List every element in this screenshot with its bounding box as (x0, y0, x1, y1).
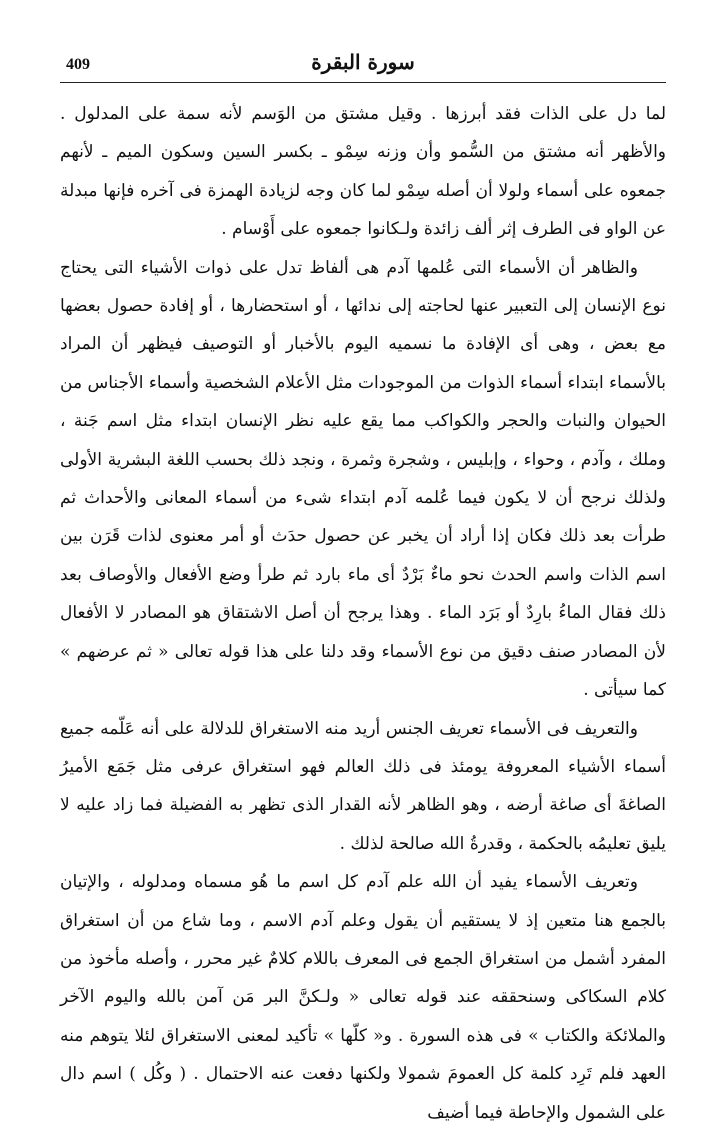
paragraph: والتعريف فى الأسماء تعريف الجنس أريد منه الاستغراق للدلالة على أنه عَلّمه جميع أسماء الأشياء المعروفة يومئذ فى ذلك العالم فهو استغراق عرفى مثل جَمَع الأميرُ الصاغةَ أى صاغة أرضه ، وهو الظاهر لأنه القدار الذى تظهر به الفضيلة فما زاد عليه لا يليق تعليمُه بالحكمة ، وقدرةُ الله صالحة لذلك . (60, 718, 666, 854)
paragraph: وتعريف الأسماء يفيد أن الله علم آدم كل اسم ما هُو مسماه ومدلوله ، والإتيان بالجمع هنا متعين إذ لا يستقيم أن يقول وعلم آدم الاسم ، وما شاع من أن استغراق المفرد أشمل من استغراق الجمع فى المعرف باللام كلامٌ غير محرر ، وأصله مأخوذ من كلام السكاكى وسنحققه عند قوله تعالى « ولـكنَّ البر مَن آمن بالله واليوم الآخر والملائكة والكتاب » فى هذه السورة . و« كلّها » تأكيد لمعنى الاستغراق لئلا يتوهم منه العهد فلم تَرِد كلمة كل العمومَ شمولا ولكنها دفعت عنه الاحتمال . ( وكُل ) اسم دال على الشمول والإحاطة فيما أضيف (60, 872, 666, 1123)
book-page (60, 40, 666, 1123)
body-text (60, 95, 666, 1132)
surah-title: سورة البقرة (311, 50, 415, 74)
page-number: 409 (66, 56, 90, 73)
page-header (60, 40, 666, 83)
paragraph: لما دل على الذات فقد أبرزها . وقيل مشتق من الوَسم لأنه سمة على المدلول . والأظهر أنه مشتق من السُّمو وأن وزنه سِمْو ـ بكسر السين وسكون الميم ـ لأنهم جمعوه على أسماء ولولا أن أصله سِمْو لما كان وجه لزيادة الهمزة فى آخره فإنها مبدلة عن الواو فى الطرف إثر ألف زائدة ولـكانوا جمعوه على أَوْسام . (60, 104, 666, 240)
paragraph: والظاهر أن الأسماء التى عُلمها آدم هى ألفاظ تدل على ذوات الأشياء التى يحتاج نوع الإنسان إلى التعبير عنها لحاجته إلى ندائها ، أو استحضارها ، أو إفادة حصول بعضها مع بعض ، وهى أى الإفادة ما نسميه اليوم بالأخبار أو التوصيف فيظهر أن المراد بالأسماء ابتداء أسماء الذوات من الموجودات مثل الأعلام الشخصية وأسماء الأجناس من الحيوان والنبات والحجر والكواكب مما يقع عليه نظر الإنسان ابتداء مثل اسم جَنة ، وملك ، وآدم ، وحواء ، وإبليس ، وشجرة وثمرة ، ونجد ذلك بحسب اللغة البشرية الأولى ولذلك نرجح أن لا يكون فيما عُلمه آدم ابتداء شىء من أسماء المعانى والأحداث ثم طرأت بعد ذلك فكان إذا أراد أن يخبر عن حصول حدَث أو أمر معنوى لذات قَرَن بين اسم الذات واسم الحدث نحو ماءٌ بَرْدٌ أى ماء بارد ثم طرأ وضع الأفعال والأوصاف بعد ذلك فقال الماءُ بارِدٌ أو بَرَد الماء . وهذا يرجح أن أصل الاشتقاق هو المصادر لا الأفعال لأن المصادر صنف دقيق من نوع الأسماء وقد دلنا على هذا قوله تعالى « ثم عرضهم » كما سيأتى . (60, 257, 666, 701)
